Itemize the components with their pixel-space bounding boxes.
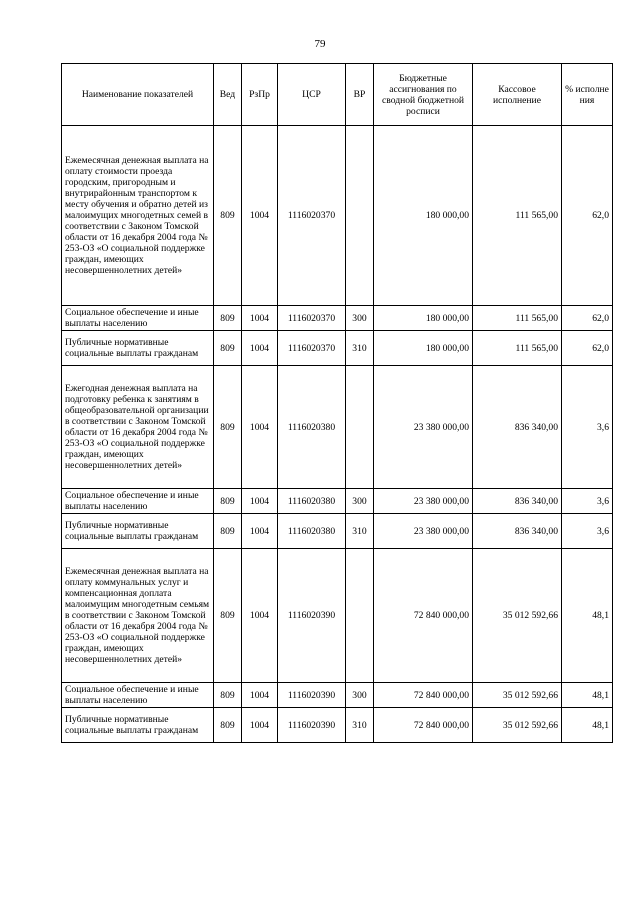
table-row	[62, 489, 613, 514]
row-name: Социальное обеспечение и иные выплаты населению	[62, 489, 214, 514]
header-name: Наименование показателей	[62, 64, 214, 126]
row-ved: 809	[214, 331, 242, 366]
row-percent: 48,1	[562, 549, 613, 683]
row-percent: 3,6	[562, 514, 613, 549]
row-ved: 809	[214, 489, 242, 514]
row-vr	[346, 126, 374, 306]
row-percent: 62,0	[562, 126, 613, 306]
row-cash: 836 340,00	[473, 489, 562, 514]
row-budget: 23 380 000,00	[374, 366, 473, 489]
row-rzpr: 1004	[242, 126, 278, 306]
row-percent: 3,6	[562, 366, 613, 489]
row-vr: 300	[346, 683, 374, 708]
row-csr: 1116020380	[278, 514, 346, 549]
row-budget: 72 840 000,00	[374, 549, 473, 683]
row-ved: 809	[214, 549, 242, 683]
row-vr: 310	[346, 331, 374, 366]
row-vr: 300	[346, 489, 374, 514]
row-cash: 836 340,00	[473, 514, 562, 549]
row-rzpr: 1004	[242, 306, 278, 331]
row-name: Публичные нормативные социальные выплаты гражданам	[62, 514, 214, 549]
row-rzpr: 1004	[242, 489, 278, 514]
row-name: Ежегодная денежная выплата на подготовку ребенка к занятиям в общеобразовательной организации в соответствии с Законом Томской области от 16 декабря 2004 года № 253-ОЗ «О социальной поддержке граждан, имеющих несовершеннолетних детей»	[62, 366, 214, 489]
row-percent: 48,1	[562, 708, 613, 743]
header-ved: Вед	[214, 64, 242, 126]
row-csr: 1116020390	[278, 549, 346, 683]
row-cash: 836 340,00	[473, 366, 562, 489]
row-budget: 23 380 000,00	[374, 514, 473, 549]
row-budget: 180 000,00	[374, 331, 473, 366]
row-budget: 180 000,00	[374, 126, 473, 306]
row-name: Ежемесячная денежная выплата на оплату стоимости проезда городским, пригородным и внутрирайонным транспортом к месту обучения и обратно детей из малоимущих многодетных семей в соответствии с Законом Томской области от 16 декабря 2004 года № 253-ОЗ «О социальной поддержке граждан, имеющих несовершеннолетних детей»	[62, 126, 214, 306]
row-csr: 1116020390	[278, 683, 346, 708]
row-budget: 72 840 000,00	[374, 683, 473, 708]
row-cash: 35 012 592,66	[473, 549, 562, 683]
row-rzpr: 1004	[242, 549, 278, 683]
row-cash: 111 565,00	[473, 331, 562, 366]
table-row	[62, 331, 613, 366]
row-percent: 3,6	[562, 489, 613, 514]
header-csr: ЦСР	[278, 64, 346, 126]
row-csr: 1116020370	[278, 306, 346, 331]
table-row	[62, 549, 613, 683]
row-csr: 1116020380	[278, 366, 346, 489]
row-rzpr: 1004	[242, 514, 278, 549]
table-row	[62, 514, 613, 549]
row-budget: 23 380 000,00	[374, 489, 473, 514]
row-ved: 809	[214, 683, 242, 708]
row-percent: 62,0	[562, 331, 613, 366]
row-rzpr: 1004	[242, 331, 278, 366]
row-csr: 1116020380	[278, 489, 346, 514]
row-cash: 111 565,00	[473, 126, 562, 306]
row-name: Ежемесячная денежная выплата на оплату коммунальных услуг и компенсационная доплата малоимущим многодетным семьям в соответствии с Законом Томской области от 16 декабря 2004 года № 253-ОЗ «О социальной поддержке граждан, имеющих несовершеннолетних детей»	[62, 549, 214, 683]
row-cash: 111 565,00	[473, 306, 562, 331]
row-rzpr: 1004	[242, 683, 278, 708]
row-rzpr: 1004	[242, 366, 278, 489]
row-cash: 35 012 592,66	[473, 708, 562, 743]
row-vr: 310	[346, 708, 374, 743]
row-vr	[346, 549, 374, 683]
row-ved: 809	[214, 514, 242, 549]
row-percent: 62,0	[562, 306, 613, 331]
table-row	[62, 708, 613, 743]
row-budget: 180 000,00	[374, 306, 473, 331]
budget-execution-table	[61, 63, 613, 743]
row-csr: 1116020390	[278, 708, 346, 743]
row-csr: 1116020370	[278, 126, 346, 306]
table-header-row	[62, 64, 613, 126]
row-name: Социальное обеспечение и иные выплаты населению	[62, 683, 214, 708]
table-row	[62, 306, 613, 331]
header-percent: % исполне ния	[562, 64, 613, 126]
row-ved: 809	[214, 708, 242, 743]
page-number: 79	[314, 38, 326, 50]
row-ved: 809	[214, 306, 242, 331]
table-row	[62, 366, 613, 489]
row-vr	[346, 366, 374, 489]
header-rzpr: РзПр	[242, 64, 278, 126]
table-row	[62, 126, 613, 306]
row-budget: 72 840 000,00	[374, 708, 473, 743]
header-vr: ВР	[346, 64, 374, 126]
header-budget: Бюджетные ассигнования по сводной бюджетной росписи	[374, 64, 473, 126]
row-vr: 310	[346, 514, 374, 549]
row-name: Публичные нормативные социальные выплаты гражданам	[62, 708, 214, 743]
row-percent: 48,1	[562, 683, 613, 708]
table-row	[62, 683, 613, 708]
row-ved: 809	[214, 126, 242, 306]
row-vr: 300	[346, 306, 374, 331]
row-name: Публичные нормативные социальные выплаты гражданам	[62, 331, 214, 366]
row-ved: 809	[214, 366, 242, 489]
row-rzpr: 1004	[242, 708, 278, 743]
row-name: Социальное обеспечение и иные выплаты населению	[62, 306, 214, 331]
row-cash: 35 012 592,66	[473, 683, 562, 708]
header-cash: Кассовое исполнение	[473, 64, 562, 126]
row-csr: 1116020370	[278, 331, 346, 366]
